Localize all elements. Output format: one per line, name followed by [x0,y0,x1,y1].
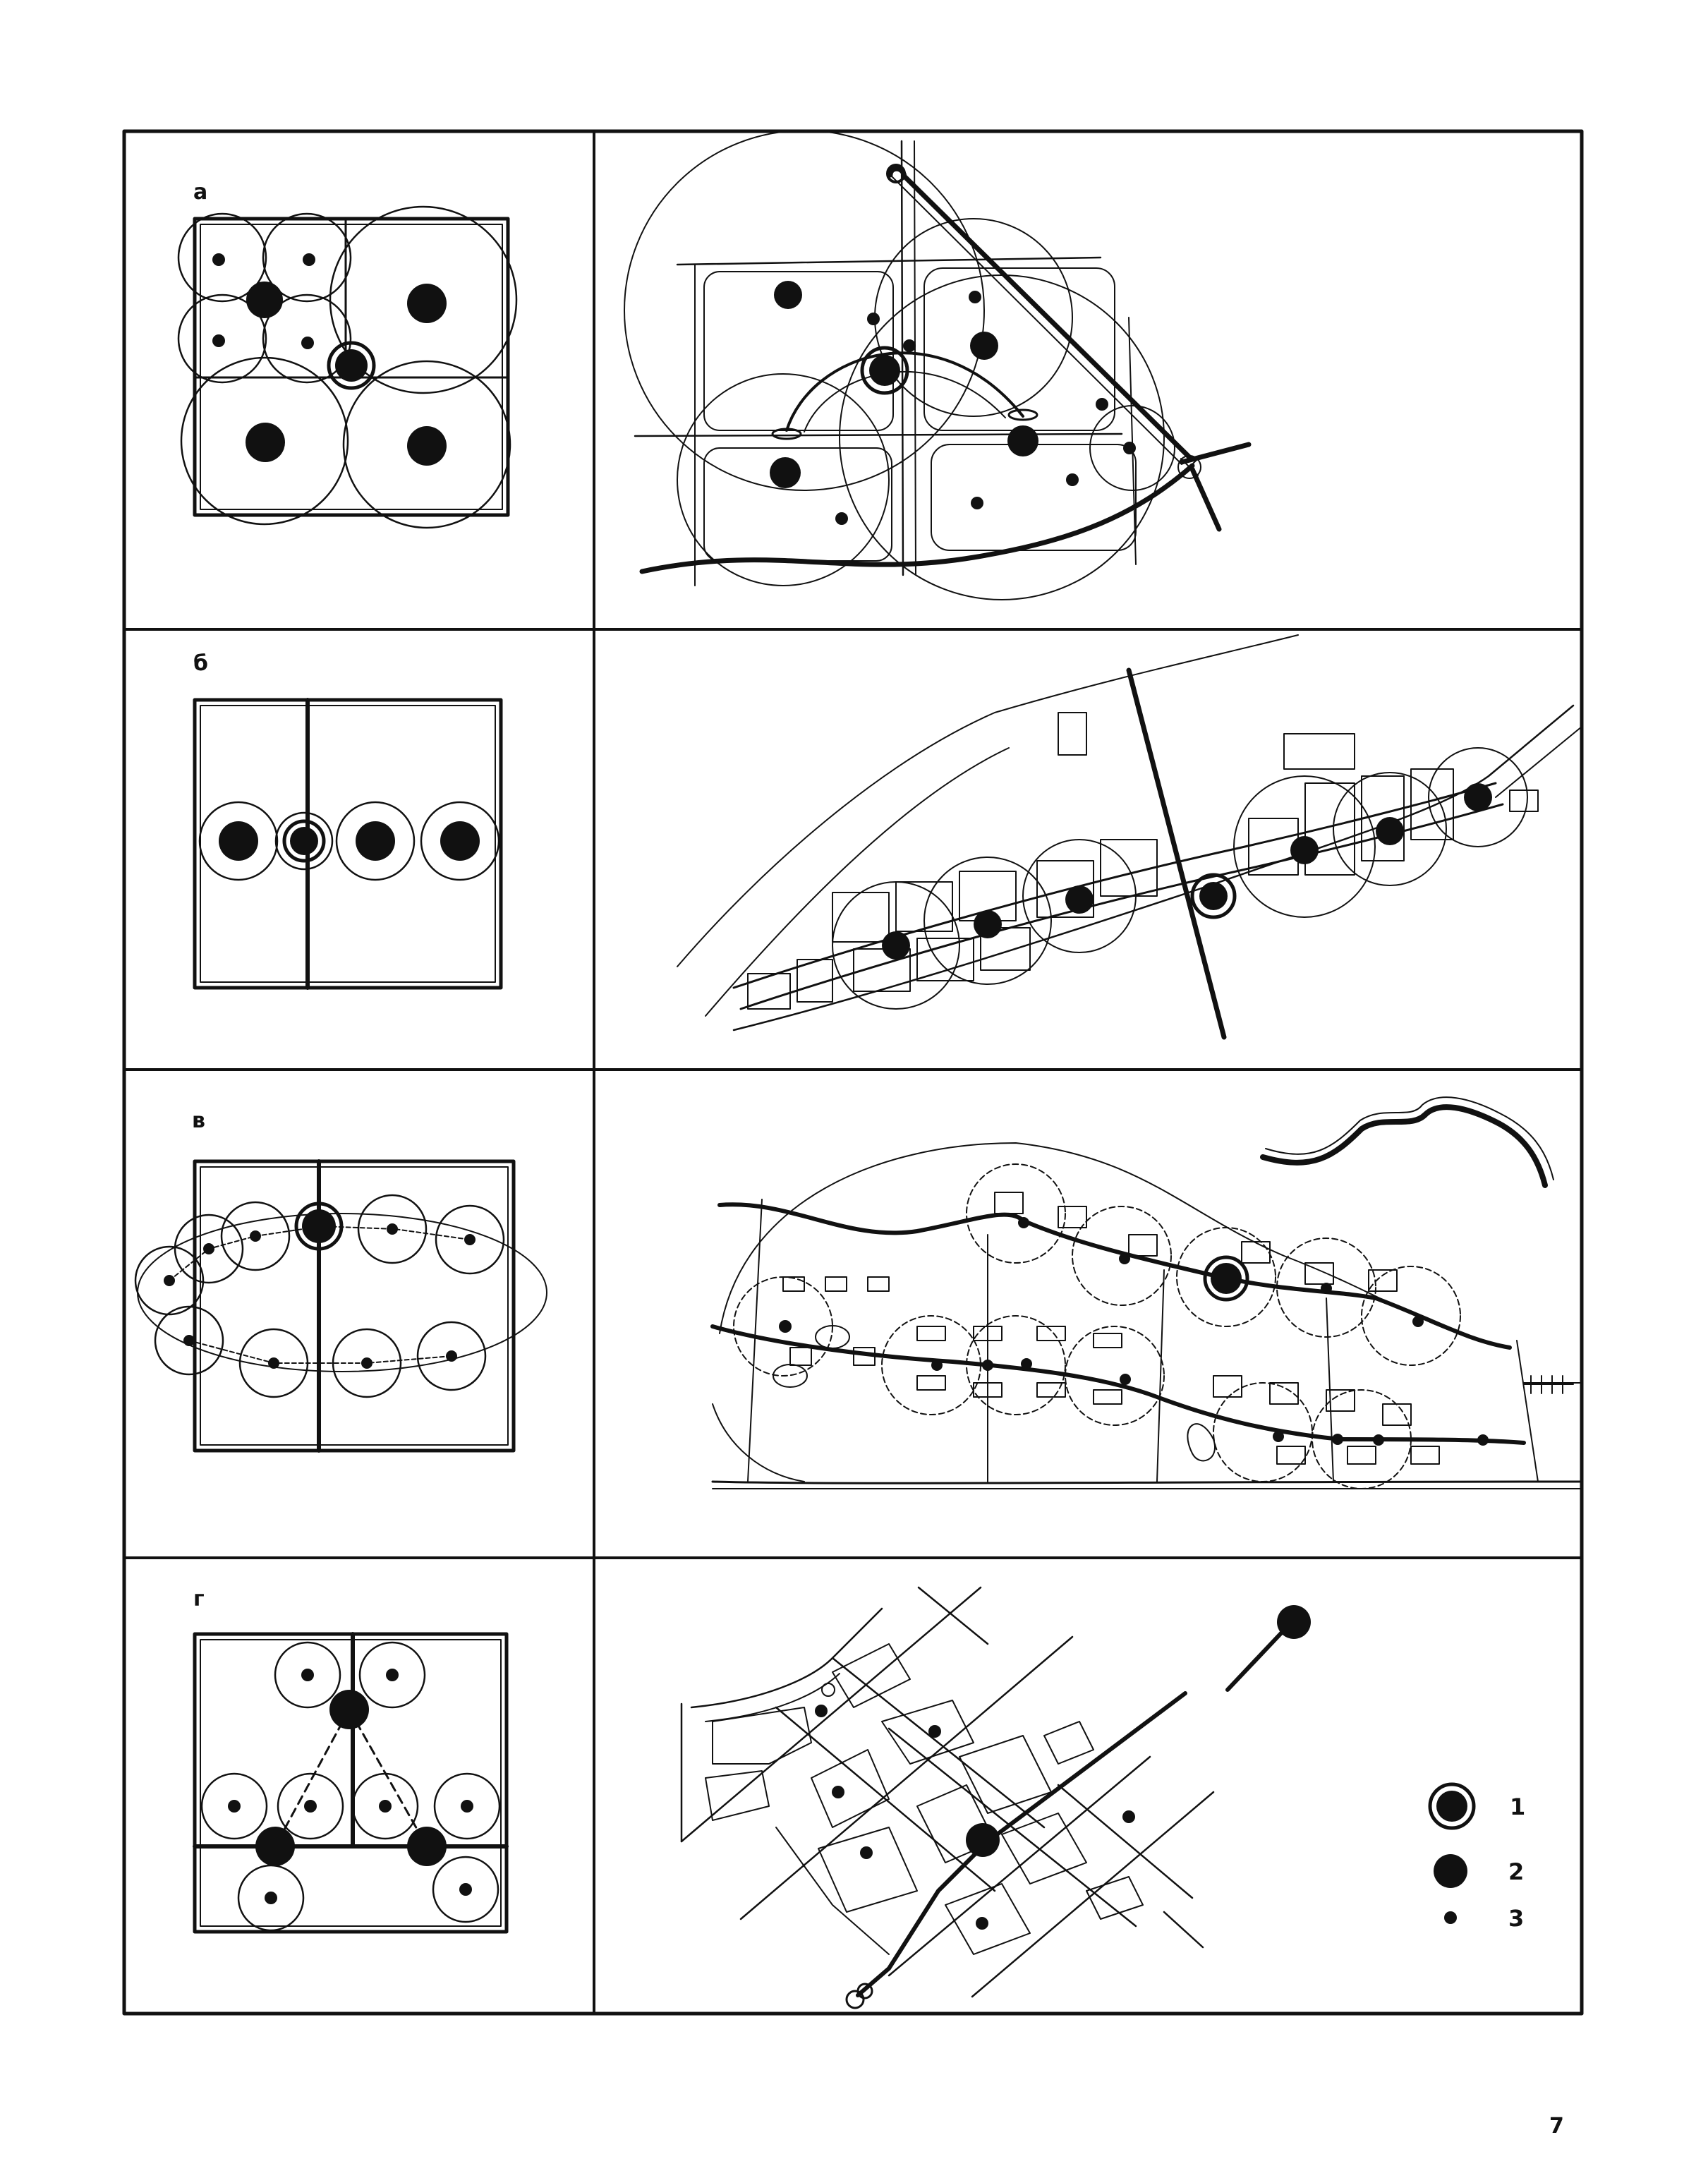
panel-g-plan [682,1587,1311,2008]
legend-label-3: 3 [1508,1905,1525,1932]
panel-label-b: б [193,651,208,676]
panel-g-scheme [195,1634,507,1932]
panel-v-plan [713,1097,1582,1489]
panel-label-g: г [193,1587,205,1611]
legend-symbol-large-dot [1434,1854,1467,1888]
legend-symbol-small-dot [1444,1911,1457,1924]
legend-label-2: 2 [1508,1858,1525,1885]
panel-b-scheme [195,700,501,988]
panel-a-plan [624,131,1249,600]
legend-symbol-ringed-center [1430,1784,1474,1828]
panel-v-scheme [135,1161,547,1451]
panel-label-a: а [193,180,208,205]
legend [1430,1784,1474,1924]
panel-a-scheme [178,207,516,528]
legend-label-1: 1 [1510,1793,1526,1820]
page-number: 7 [1549,2114,1564,2138]
panel-label-v: в [192,1108,205,1133]
panel-b-plan [677,635,1582,1037]
